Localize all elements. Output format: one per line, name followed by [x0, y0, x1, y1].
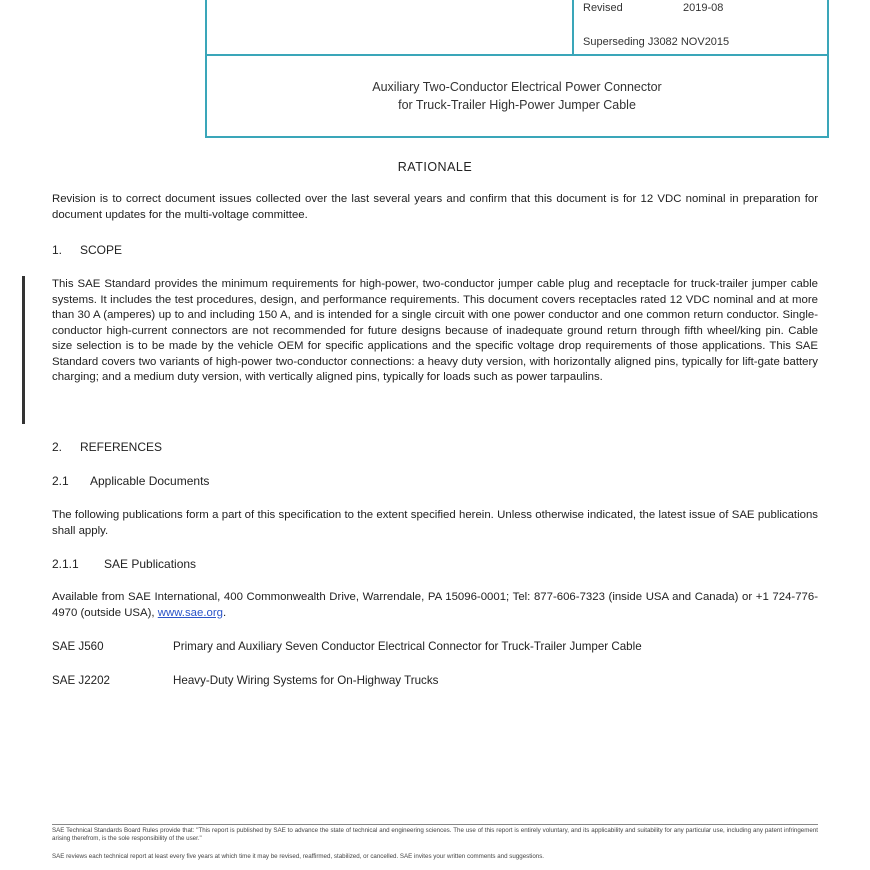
revision-change-bar — [22, 276, 25, 424]
applicable-documents-heading — [52, 474, 209, 488]
document-title — [207, 78, 827, 114]
reference-id: SAE J560 — [52, 640, 104, 653]
references-heading — [52, 440, 162, 454]
references-title: REFERENCES — [80, 440, 163, 454]
sae-publications-text — [52, 590, 818, 621]
sae-publications-number: 2.1.1 — [52, 557, 79, 571]
superseding-row: Superseding J3082 NOV2015 — [583, 36, 730, 48]
revised-label: Revised — [583, 2, 623, 14]
rationale-heading: RATIONALE — [397, 160, 473, 174]
reference-title: Heavy-Duty Wiring Systems for On-Highway Trucks — [173, 674, 439, 687]
rationale-text: Revision is to correct document issues collected over the last several years and confirm that this document is for 12 VDC nominal in preparation for document updates for the multi-voltage committee. — [52, 193, 818, 221]
scope-heading — [52, 243, 122, 257]
reference-item — [52, 674, 438, 687]
document-title-line2: for Truck-Trailer High-Power Jumper Cable — [398, 98, 636, 112]
document-title-line1: Auxiliary Two-Conductor Electrical Power Connector — [372, 80, 662, 94]
scope-number: 1. — [52, 243, 63, 257]
scope-title: SCOPE — [80, 243, 123, 257]
reference-item — [52, 640, 642, 653]
header-divider-vertical — [572, 0, 574, 56]
revised-row — [583, 2, 723, 14]
footer-rules-text: SAE Technical Standards Board Rules provide that: "This report is published by SAE to advance the state of technical and engineering sciences. The use of this report is entirely voluntary, and its applicability and suitability for any particular use, including any patent infringement arising therefrom, is the sole responsibility of the user." — [52, 827, 818, 842]
applicable-documents-text: The following publications form a part of this specification to the extent specified herein. Unless otherwise indicated, the latest issue of SAE publications shall apply. — [52, 509, 818, 537]
applicable-documents-title: Applicable Documents — [90, 474, 210, 488]
footer-divider — [52, 824, 818, 825]
sae-publications-title: SAE Publications — [104, 557, 197, 571]
footer-review-text: SAE reviews each technical report at least every five years at which time it may be revised, reaffirmed, stabilized, or cancelled. SAE invites your written comments and suggestions. — [52, 853, 545, 860]
sae-website-link[interactable]: www.sae.org — [157, 606, 223, 619]
reference-title: Primary and Auxiliary Seven Conductor Electrical Connector for Truck-Trailer Jumper Cable — [173, 640, 642, 653]
revised-value: 2019-08 — [683, 2, 724, 14]
applicable-documents-number: 2.1 — [52, 474, 69, 488]
reference-id: SAE J2202 — [52, 674, 111, 687]
header-divider-horizontal — [207, 54, 827, 56]
references-number: 2. — [52, 440, 63, 454]
document-header-box — [205, 0, 829, 138]
sae-availability-end: . — [222, 606, 227, 619]
sae-publications-heading — [52, 557, 196, 571]
sae-availability-text: Available from SAE International, 400 Commonwealth Drive, Warrendale, PA 15096-0001; Tel: 877-606-7323 (inside USA and Canada) or +1 724-776-4970 (outside USA), — [52, 591, 818, 619]
scope-text: This SAE Standard provides the minimum requirements for high-power, two-conductor jumper cable plug and receptacle for truck-trailer jumper cable systems. It includes the test procedures, design, and performance requirements. This document covers receptacles rated 12 VDC nominal and at more than 30 A (amperes) up to and including 150 A, and is intended for a single circuit with one power conductor and one common return conductor. Single-conductor high-current connectors are not recommended for future designs because of inadequate ground return through fifth wheel/king pin. Cable size selection is to be made by the vehicle OEM for specific applications and the specific voltage drop requirements of those applications. This SAE Standard covers two variants of high-power two-conductor connections: a heavy duty version, with horizontally aligned pins, typically for lift-gate battery charging; and a medium duty version, with vertically aligned pins, typically for loads such as power tarpaulins. — [52, 278, 818, 383]
